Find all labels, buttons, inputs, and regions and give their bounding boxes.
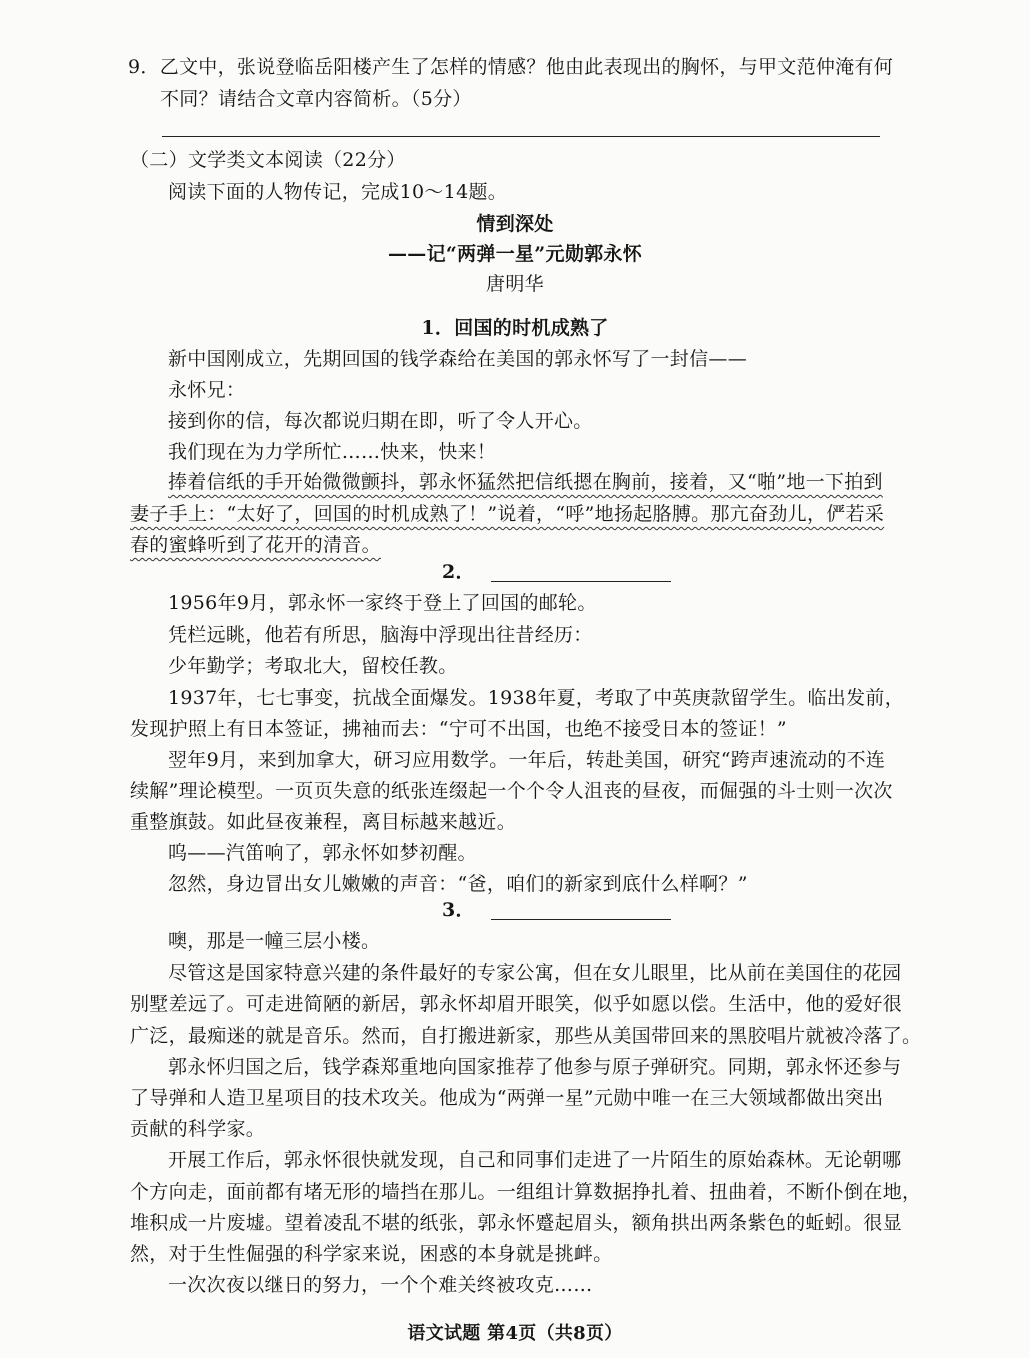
paragraph-line: 贡献的科学家。 xyxy=(130,1118,266,1140)
underlined-passage-line xyxy=(168,470,883,494)
wavy-underlined-text: 捧着信纸的手开始微微颤抖，郭永怀猛然把信纸摁在胸前，接着，又“啪”地一下拍到 xyxy=(168,471,883,493)
paragraph-line: 然，对于生性倔强的科学家来说，困惑的本身就是挑衅。 xyxy=(130,1243,613,1265)
article-title: 情到深处 xyxy=(476,213,554,235)
part-2-heading: 2． xyxy=(442,560,671,584)
paragraph-line: 堆积成一片废墟。望着凌乱不堪的纸张，郭永怀蹙起眉头，额角拱出两条紫色的蚯蚓。很显 xyxy=(130,1212,903,1234)
paragraph-line: 郭永怀归国之后，钱学森郑重地向国家推荐了他参与原子弹研究。同期，郭永怀还参与 xyxy=(168,1056,902,1078)
paragraph-line: 翌年9月，来到加拿大，研习应用数学。一年后，转赴美国，研究“跨声速流动的不连 xyxy=(168,749,886,771)
answer-line xyxy=(162,136,880,137)
paragraph-line: 凭栏远眺，他若有所思，脑海中浮现出往昔经历： xyxy=(168,624,593,646)
part-1-heading: 1．回国的时机成熟了 xyxy=(421,317,609,339)
paragraph-line: 尽管这是国家特意兴建的条件最好的专家公寓，但在女儿眼里，比从前在美国住的花园 xyxy=(168,962,902,984)
section-heading: （二）文学类文本阅读（22分） xyxy=(130,149,406,171)
wavy-underlined-text: 春的蜜蜂听到了花开的清音。 xyxy=(130,534,381,556)
letter-salutation: 永怀兄： xyxy=(168,379,246,401)
underlined-passage-line xyxy=(130,502,884,526)
paragraph-line: 新中国刚成立，先期回国的钱学森给在美国的郭永怀写了一封信—— xyxy=(168,348,748,370)
heading-blank xyxy=(491,899,671,920)
wavy-underlined-text: 妻子手上：“太好了，回国的时机成熟了！”说着，“呼”地扬起胳膊。那亢奋劲儿，俨若采 xyxy=(130,503,885,525)
letter-line: 接到你的信，每次都说归期在即，听了令人开心。 xyxy=(168,410,593,432)
paragraph-line: 开展工作后，郭永怀很快就发现，自己和同事们走进了一片陌生的原始森林。无论朝哪 xyxy=(168,1149,902,1171)
section-instruction: 阅读下面的人物传记，完成10～14题。 xyxy=(168,181,508,203)
paragraph-line: 1956年9月，郭永怀一家终于登上了回国的邮轮。 xyxy=(168,592,597,614)
paragraph-line: 忽然，身边冒出女儿嫩嫩的声音：“爸，咱们的新家到底什么样啊？” xyxy=(168,873,748,895)
paragraph-line: 噢，那是一幢三层小楼。 xyxy=(168,930,381,952)
paragraph-line: 广泛，最痴迷的就是音乐。然而，自打搬进新家，那些从美国带回来的黑胶唱片就被冷落了。 xyxy=(130,1025,922,1047)
question-9-line-1: 9．乙文中，张说登临岳阳楼产生了怎样的情感？他由此表现出的胸怀，与甲文范仲淹有何 xyxy=(128,56,894,78)
article-author: 唐明华 xyxy=(486,273,544,295)
underlined-passage-line xyxy=(130,533,381,557)
paragraph-line: 别墅差远了。可走进简陋的新居，郭永怀却眉开眼笑，似乎如愿以偿。生活中，他的爱好很 xyxy=(130,993,903,1015)
letter-line: 我们现在为力学所忙……快来，快来！ xyxy=(168,441,497,463)
question-9-line-2: 不同？请结合文章内容简析。（5分） xyxy=(160,88,472,110)
paragraph-line: 个方向走，面前都有堵无形的墙挡在那儿。一组组计算数据挣扎着、扭曲着，不断仆倒在地， xyxy=(130,1181,922,1203)
page-footer: 语文试题 第4页（共8页） xyxy=(407,1323,623,1344)
paragraph-line: 发现护照上有日本签证，拂袖而去：“宁可不出国，也绝不接受日本的签证！” xyxy=(130,718,787,740)
paragraph-line: 少年勤学；考取北大，留校任教。 xyxy=(168,655,458,677)
paragraph-line: 重整旗鼓。如此昼夜兼程，离目标越来越近。 xyxy=(130,811,517,833)
heading-blank xyxy=(491,561,671,582)
paragraph-line: 呜——汽笛响了，郭永怀如梦初醒。 xyxy=(168,842,477,864)
paragraph-line: 续解”理论模型。一页页失意的纸张连缀起一个个令人沮丧的昼夜，而倔强的斗士则一次次 xyxy=(130,780,893,802)
paragraph-line: 一次次夜以继日的努力，一个个难关终被攻克…… xyxy=(168,1274,593,1296)
paragraph-line: 1937年，七七事变，抗战全面爆发。1938年夏，考取了中英庚款留学生。临出发前， xyxy=(168,687,905,709)
article-subtitle: ——记“两弹一星”元勋郭永怀 xyxy=(387,243,643,265)
paragraph-line: 了导弹和人造卫星项目的技术攻关。他成为“两弹一星”元勋中唯一在三大领域都做出突出 xyxy=(130,1087,884,1109)
part-3-heading: 3． xyxy=(442,898,671,922)
